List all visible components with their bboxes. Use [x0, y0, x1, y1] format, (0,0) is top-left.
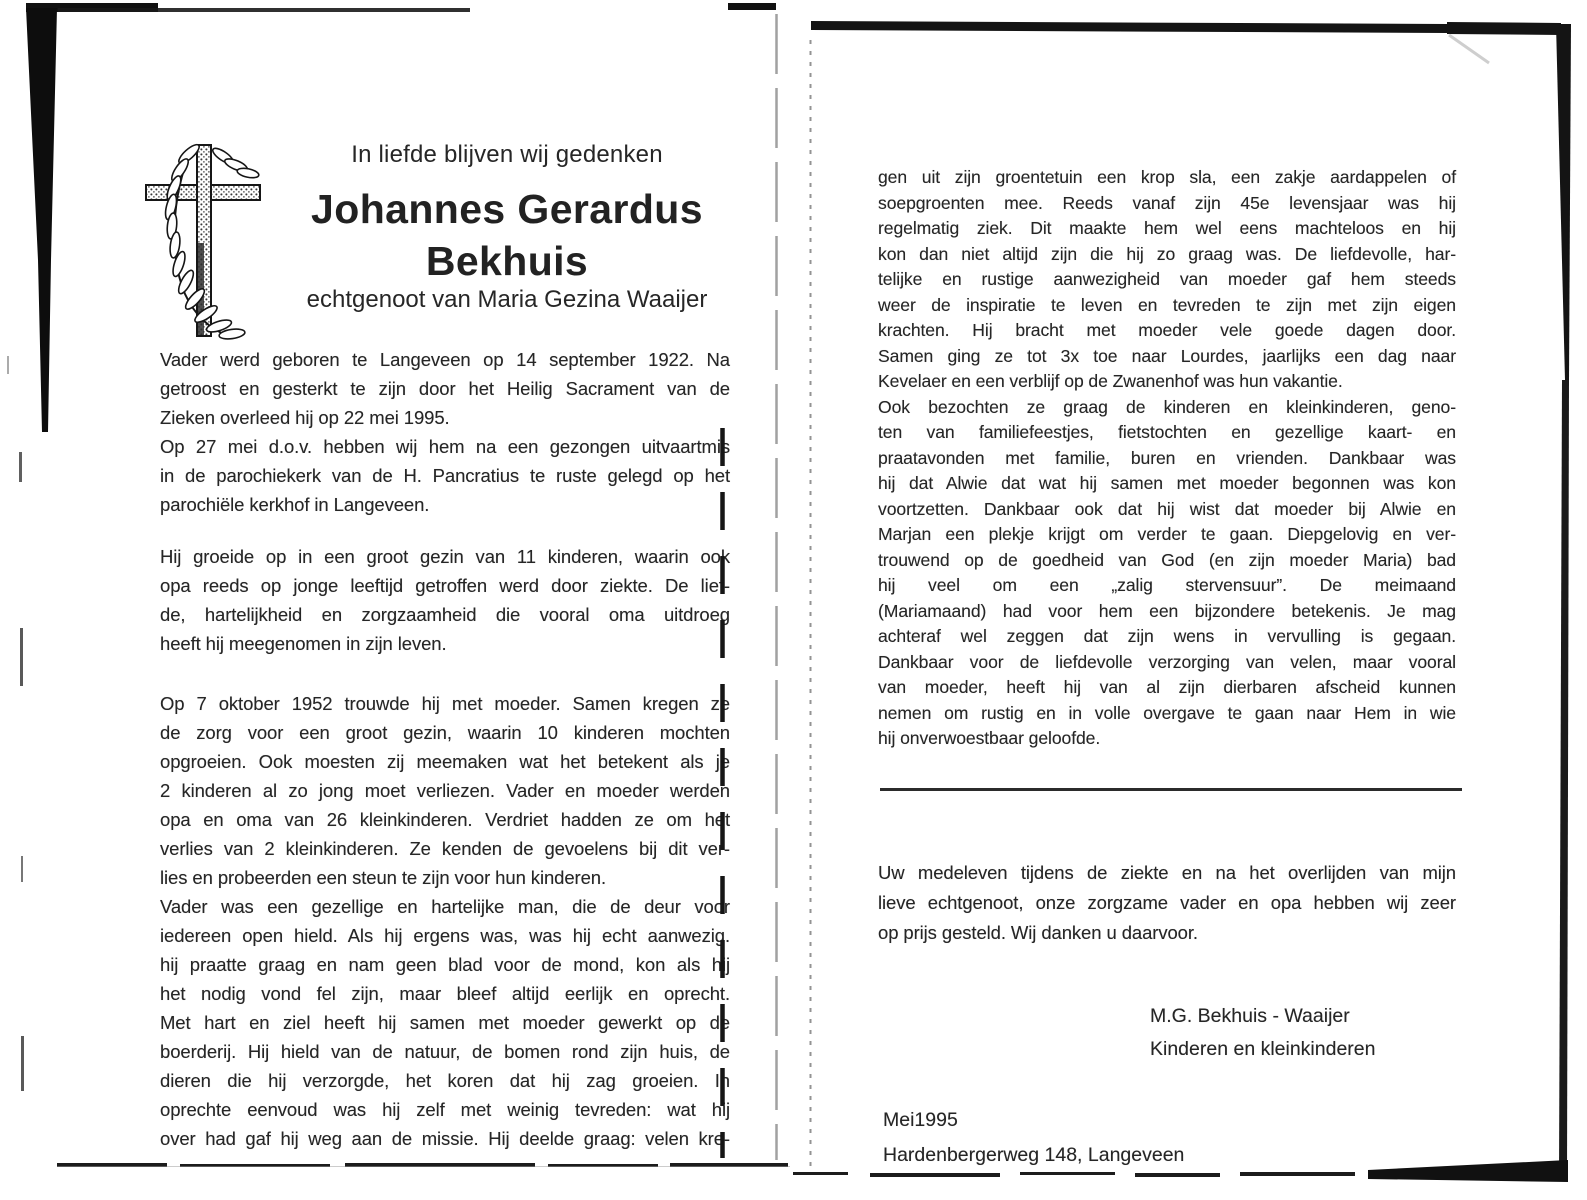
text-line: soepgroenten mee. Reeds vanaf zijn 45e levensjaar was hij [878, 192, 1456, 213]
text-line: ten van familiefeestjes, fietstochten en gezellige kaart- en [878, 422, 1456, 442]
text-line: van moeder, heeft hij van al zijn dierbaren afscheid kunnen [878, 677, 1456, 697]
memorial-card-page-right [810, 20, 1572, 1186]
text-line: lies en probeerden een steun te zijn voor hun kinderen. [160, 867, 606, 888]
section-divider-rule [880, 788, 1462, 791]
text-line: nemen om rustig en in volle overgave te gaan naar Hem in wie [878, 702, 1456, 723]
text-line: weer de inspiratie te leven en tevreden te zijn met zijn eigen [878, 294, 1456, 315]
text-line: voortzetten. Dankbaar ook dat hij wist dat moeder bij Alwie en [878, 498, 1456, 519]
memorial-intro-line: In liefde blijven wij gedenken [351, 141, 663, 168]
text-line: de zorg voor een groot gezin, waarin 10 kinderen mochten [160, 722, 730, 743]
text-line: Samen ging ze tot 3x toe naar Lourdes, jaarlijks een dag naar [878, 345, 1456, 366]
text-line: op prijs gesteld. Wij danken u daarvoor. [878, 922, 1198, 943]
signature-widow: M.G. Bekhuis - Waaijer [1150, 1005, 1350, 1027]
text-line: hij onverwoestbaar geloofde. [878, 728, 1101, 748]
text-line: boerderij. Hij hield van de natuur, de bomen rond zijn huis, de [160, 1041, 730, 1062]
deceased-name-line2: Bekhuis [425, 238, 589, 284]
text-line: getroost en gesterkt te zijn door het Heilig Sacrament van de [160, 378, 730, 399]
text-line: Vader was een gezellige en hartelijke man, die de deur voor [160, 896, 730, 917]
footer-address: Hardenbergerweg 148, Langeveen [883, 1144, 1185, 1166]
text-line: Marjan een plekje krijgt om verder te gaan. Diepgelovig en ver- [878, 524, 1456, 544]
text-line: Uw medeleven tijdens de ziekte en na het overlijden van mijn [878, 862, 1456, 883]
text-line: (Mariamaand) had voor hem een bijzondere betekenis. Je mag [878, 600, 1456, 621]
text-line: Ook bezochten ze graag de kinderen en kleinkinderen, geno- [878, 396, 1456, 417]
memorial-card-page-left [57, 10, 777, 1166]
footer-date: Mei1995 [883, 1109, 958, 1131]
text-line: het nodig vond fel zijn, maar bleef altijd eerlijk en oprecht. [160, 983, 730, 1004]
text-line: trouwend op de goedheid van God (en zijn moeder Maria) bad [878, 549, 1456, 570]
text-line: oprechte eenvoud was hij zelf met weinig tevreden: wat hij [160, 1099, 730, 1120]
text-line: Hij groeide op in een groot gezin van 11 kinderen, waarin ook [160, 546, 730, 567]
text-line: achteraf wel zeggen dat zijn wens in vervulling is gegaan. [878, 626, 1456, 646]
text-line: over had gaf hij weg aan de missie. Hij deelde graag: velen kre- [160, 1128, 730, 1149]
signature-children: Kinderen en kleinkinderen [1150, 1038, 1376, 1060]
text-line: lieve echtgenoot, onze zorgzame vader en opa hebben wij zeer [878, 892, 1456, 913]
spouse-line: echtgenoot van Maria Gezina Waaijer [306, 286, 708, 313]
text-line: Kevelaer en een verblijf op de Zwanenhof was hun vakantie. [878, 371, 1343, 391]
text-line: Op 7 oktober 1952 trouwde hij met moeder. Samen kregen ze [160, 693, 730, 714]
text-line: regelmatig ziek. Dit maakte hem wel eens machteloos en hij [878, 218, 1456, 238]
text-line: hij veel om een „zalig stervensuur”. De meimaand [878, 575, 1456, 595]
text-line: praatavonden met familie, buren en vrienden. Dankbaar was [878, 447, 1456, 468]
text-line: opgroeien. Ook moesten zij meemaken wat het betekent als je [160, 751, 730, 772]
deceased-name [217, 183, 797, 287]
text-line: Op 27 mei d.o.v. hebben wij hem na een gezongen uitvaartmis [160, 436, 730, 457]
text-line: telijke en rustige aanwezigheid van moeder gaf hem steeds [878, 269, 1456, 289]
text-line: Dankbaar voor de liefdevolle verzorging van velen, maar vooral [878, 651, 1456, 672]
text-line: Vader werd geboren te Langeveen op 14 september 1922. Na [160, 349, 730, 370]
paragraph-youth [160, 542, 730, 658]
text-line: de, hartelijkheid en zorgzaamheid die vooral oma uitdroeg [160, 604, 730, 625]
text-line: heeft hij meegenomen in zijn leven. [160, 633, 447, 654]
text-line: in de parochiekerk van de H. Pancratius te ruste gelegd op het [160, 465, 730, 486]
text-line: verlies van 2 kleinkinderen. Ze kenden de gevoelens bij dit ver- [160, 838, 730, 859]
text-line: kon dan niet altijd zijn die hij zo graag was. De liefdevolle, har- [878, 243, 1456, 264]
text-line: gen uit zijn groentetuin een krop sla, een zakje aardappelen of [878, 167, 1456, 187]
paragraph-family-life [160, 689, 730, 1153]
text-line: parochiële kerkhof in Langeveen. [160, 494, 430, 515]
footer-block [883, 1103, 1184, 1173]
text-line: opa reeds op jonge leeftijd getroffen werd door ziekte. De lief- [160, 575, 730, 596]
paragraph-acknowledgement [878, 858, 1456, 948]
text-line: hij praatte graag en nam geen blad voor de mond, kon als hij [160, 954, 730, 975]
deceased-name-line1: Johannes Gerardus [311, 186, 703, 232]
text-line: dieren die hij verzorgde, het koren dat hij zag groeien. In [160, 1070, 730, 1091]
text-line: opa en oma van 26 kleinkinderen. Verdriet hadden ze om het [160, 809, 730, 830]
text-line: iedereen open hield. Als hij ergens was, was hij echt aanwezig. [160, 925, 730, 946]
paragraph-later-life [878, 165, 1456, 752]
text-line: Zieken overleed hij op 22 mei 1995. [160, 407, 450, 428]
text-line: Met hart en ziel heeft hij samen met moeder gewerkt op de [160, 1012, 730, 1033]
text-line: 2 kinderen al zo jong moet verliezen. Vader en moeder werden [160, 780, 730, 801]
signature-block [1150, 1000, 1376, 1066]
text-line: hij dat Alwie dat wat hij samen met moeder begonnen was kon [878, 473, 1456, 493]
paragraph-birth-death [160, 345, 730, 519]
text-line: krachten. Hij bracht met moeder vele goede dagen door. [878, 320, 1456, 340]
